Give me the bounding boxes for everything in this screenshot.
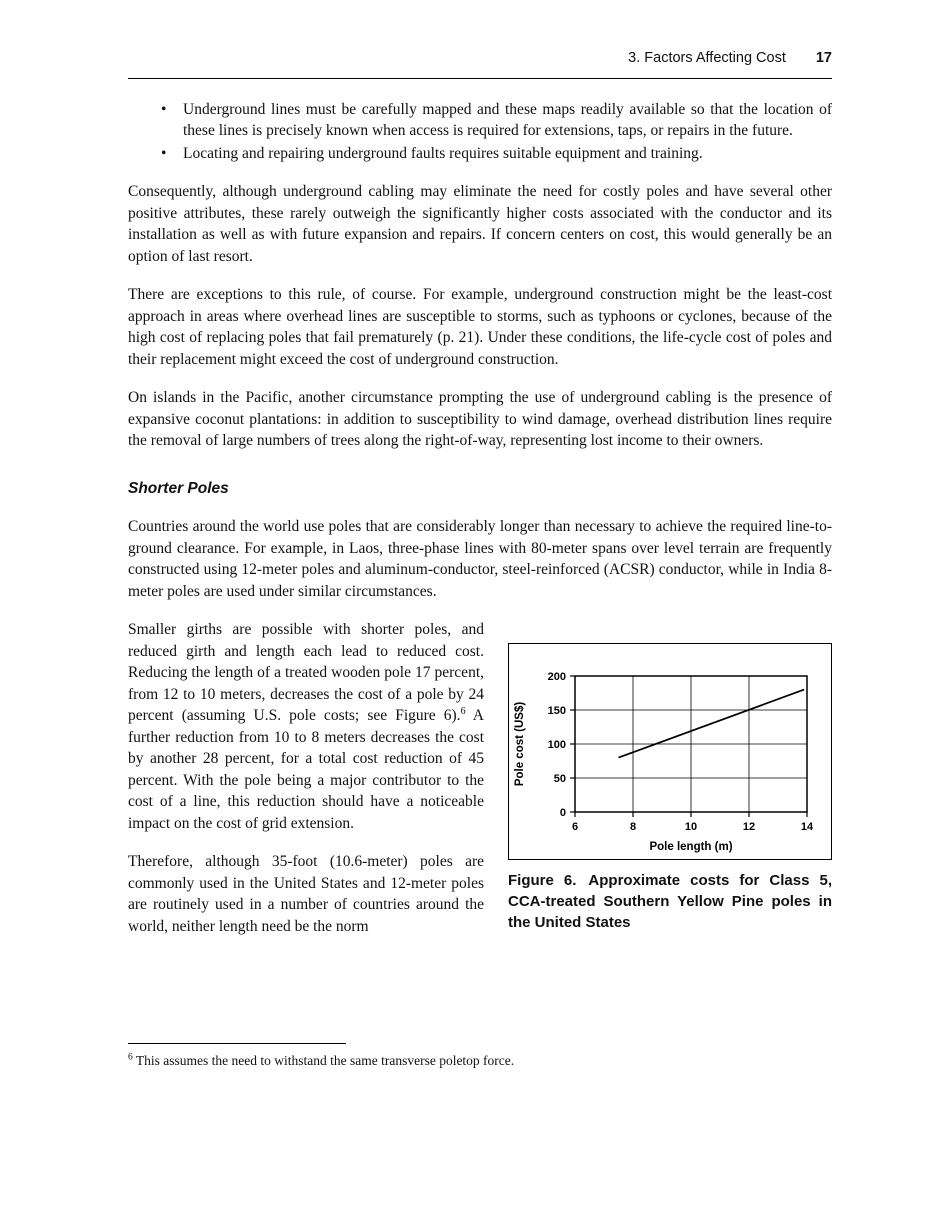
- footnote-reference-6: 6: [460, 705, 466, 717]
- paragraph-countries: Countries around the world use poles that are considerably longer than necessary to achieve the required line-to-ground clearance. For example, in Laos, three-phase lines with 80-meter spans over level terrain are frequently constructed using 12-meter poles and aluminum-conductor, steel-reinforced (ACSR) conductor, while in India 8-meter poles are used under similar circumstances.: [128, 518, 832, 600]
- svg-text:8: 8: [629, 821, 637, 833]
- svg-text:6: 6: [571, 821, 579, 833]
- paragraph-pacific-islands: On islands in the Pacific, another circumstance prompting the use of underground cabling is the presence of expansive coconut plantations: in addition to susceptibility to wind damage, overhead distribution lines require the removal of large numbers of trees along the right-of-way, representing lost income to their owners.: [128, 389, 832, 449]
- svg-text:12: 12: [742, 821, 756, 833]
- pole-cost-line-chart: [509, 644, 831, 859]
- paragraph-therefore: Therefore, although 35-foot (10.6-meter) poles are commonly used in the United States and 12-meter poles are routinely used in a number of countries around the world, neither length need be the norm: [128, 853, 484, 935]
- figure-caption-text: Approximate costs for Class 5, CCA-treated Southern Yellow Pine poles in the United States: [508, 872, 833, 931]
- svg-text:10: 10: [684, 821, 698, 833]
- figure-6-frame: [508, 643, 832, 860]
- bullet-text: Underground lines must be carefully mapped and these maps readily available so that the location of these lines is precisely known when access is required for extensions, taps, or repairs in the future.: [183, 100, 832, 139]
- bullet-list: [128, 99, 832, 165]
- header-page-number: 17: [815, 50, 832, 66]
- bullet-item-faults: [128, 143, 832, 165]
- paragraph-consequently: Consequently, although underground cabling may eliminate the need for costly poles and have several other positive attributes, these rarely outweigh the significantly higher costs associated with the conductor and its installation as well as with future expansion and repairs. If concern centers on cost, this would generally be an option of last resort.: [128, 183, 832, 265]
- svg-text:Pole cost (US$): Pole cost (US$): [514, 701, 526, 787]
- footnote-marker: 6: [128, 1052, 133, 1063]
- section-heading-shorter-poles: Shorter Poles: [128, 479, 229, 497]
- svg-text:150: 150: [547, 705, 566, 717]
- paragraph-smaller-girths: [128, 619, 484, 834]
- footnote-6: [128, 1052, 832, 1070]
- paragraph-exceptions: There are exceptions to this rule, of course. For example, underground construction might be the least-cost approach in areas where overhead lines are susceptible to storms, such as typhoons or cyclones, because of the high cost of replacing poles that fail prematurely (p. 21). Under these conditions, the life-cycle cost of poles and their replacement might exceed the cost of underground construction.: [128, 286, 832, 368]
- left-text-column: [128, 619, 484, 937]
- svg-text:0: 0: [559, 807, 566, 819]
- paragraph-text: A further reduction from 10 to 8 meters decreases the cost by another 28 percent, for a total cost reduction of 45 percent. With the pole being a major contributor to the cost of a line, this reduction should have a noticeable impact on the cost of grid extension.: [128, 707, 484, 832]
- two-column-section: [128, 619, 832, 937]
- svg-text:14: 14: [800, 821, 814, 833]
- page-header: [128, 48, 832, 79]
- header-section-title: 3. Factors Affecting Cost: [628, 50, 786, 66]
- paragraph-text: Smaller girths are possible with shorter poles, and reduced girth and length each lead to reduced cost. Reducing the length of a treated wooden pole 17 percent, from 12 to 10 meters, decreases the cost of a pole by 24 percent (assuming U.S. pole costs; see Figure 6).: [128, 621, 484, 724]
- footnote-area: [128, 1043, 832, 1070]
- bullet-text: Locating and repairing underground faults requires suitable equipment and training.: [183, 144, 703, 162]
- svg-text:100: 100: [547, 739, 566, 751]
- svg-text:200: 200: [547, 671, 566, 683]
- footnote-text: This assumes the need to withstand the same transverse poletop force.: [135, 1053, 515, 1068]
- svg-text:50: 50: [553, 773, 566, 785]
- bullet-item-mapping: [128, 99, 832, 142]
- figure-column: [508, 619, 832, 937]
- figure-caption-label: Figure 6.: [508, 872, 577, 889]
- figure-6-caption: [508, 870, 832, 933]
- svg-text:Pole length (m): Pole length (m): [649, 841, 733, 853]
- footnote-divider: [128, 1043, 346, 1044]
